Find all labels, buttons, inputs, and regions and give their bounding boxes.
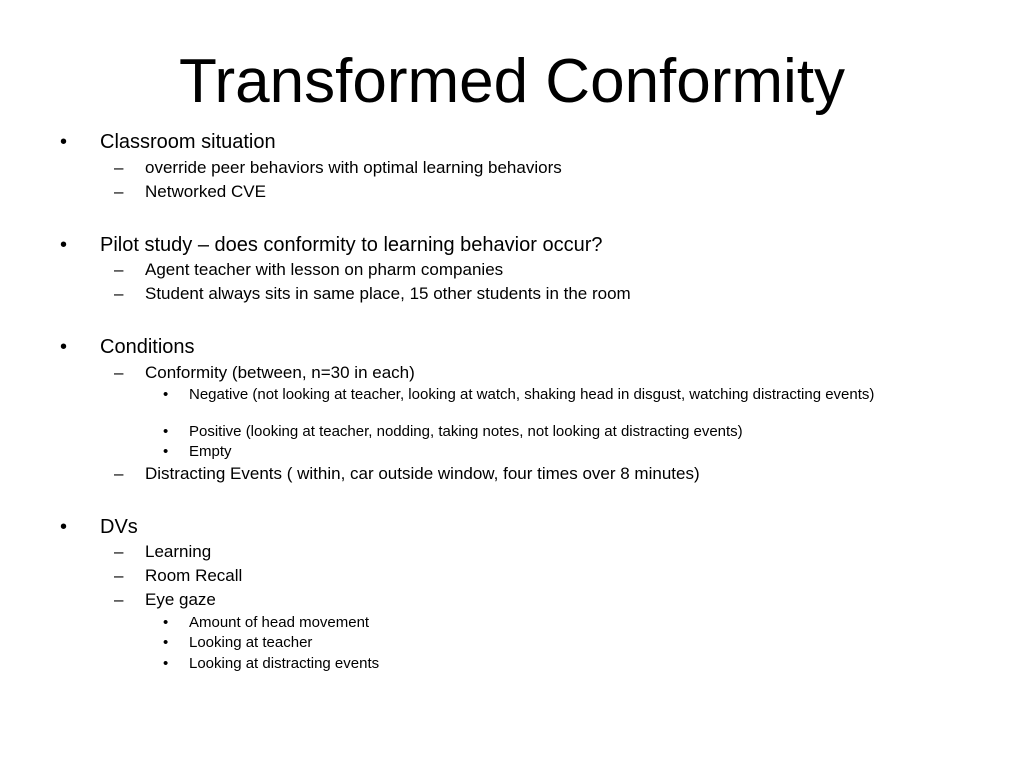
bullet-text: Classroom situation bbox=[100, 131, 276, 153]
bullet-marker: • bbox=[60, 131, 68, 153]
bullet-text: DVs bbox=[100, 516, 138, 538]
dash-marker: – bbox=[114, 284, 124, 303]
dash-marker: – bbox=[114, 363, 124, 382]
dash-marker: – bbox=[114, 566, 124, 585]
sub-bullet-text: Agent teacher with lesson on pharm companies bbox=[145, 260, 504, 279]
slide-title: Transformed Conformity bbox=[178, 47, 846, 116]
sub-bullet-text: override peer behaviors with optimal learning behaviors bbox=[145, 158, 562, 177]
bullet-marker: • bbox=[60, 516, 68, 538]
small-bullet-marker: • bbox=[163, 443, 169, 460]
dash-marker: – bbox=[114, 158, 124, 177]
bullet-text: Conditions bbox=[100, 336, 195, 358]
sub-sub-bullet-text: Positive (looking at teacher, nodding, taking notes, not looking at distracting events) bbox=[189, 423, 743, 440]
small-bullet-marker: • bbox=[163, 655, 169, 672]
sub-bullet-text: Learning bbox=[145, 542, 212, 561]
small-bullet-marker: • bbox=[163, 386, 169, 403]
sub-bullet-text: Conformity (between, n=30 in each) bbox=[145, 363, 415, 382]
sub-bullet-text: Networked CVE bbox=[145, 182, 266, 201]
sub-sub-bullet-text: Empty bbox=[189, 443, 232, 460]
bullet-marker: • bbox=[60, 336, 68, 358]
dash-marker: – bbox=[114, 464, 124, 483]
sub-bullet-text: Eye gaze bbox=[145, 590, 216, 609]
small-bullet-marker: • bbox=[163, 634, 169, 651]
bullet-marker: • bbox=[60, 234, 68, 256]
sub-bullet-text: Distracting Events ( within, car outside window, four times over 8 minutes) bbox=[145, 464, 700, 483]
sub-bullet-text: Room Recall bbox=[145, 566, 243, 585]
sub-sub-bullet-text: Looking at distracting events bbox=[189, 655, 380, 672]
sub-sub-bullet-text: Amount of head movement bbox=[189, 614, 370, 631]
bullet-text: Pilot study – does conformity to learning behavior occur? bbox=[100, 234, 603, 256]
dash-marker: – bbox=[114, 260, 124, 279]
small-bullet-marker: • bbox=[163, 423, 169, 440]
dash-marker: – bbox=[114, 590, 124, 609]
sub-bullet-text: Student always sits in same place, 15 other students in the room bbox=[145, 284, 631, 303]
dash-marker: – bbox=[114, 542, 124, 561]
small-bullet-marker: • bbox=[163, 614, 169, 631]
dash-marker: – bbox=[114, 182, 124, 201]
sub-sub-bullet-text: Negative (not looking at teacher, looking at watch, shaking head in disgust, watching distracting events) bbox=[189, 386, 875, 403]
sub-sub-bullet-text: Looking at teacher bbox=[189, 634, 313, 651]
